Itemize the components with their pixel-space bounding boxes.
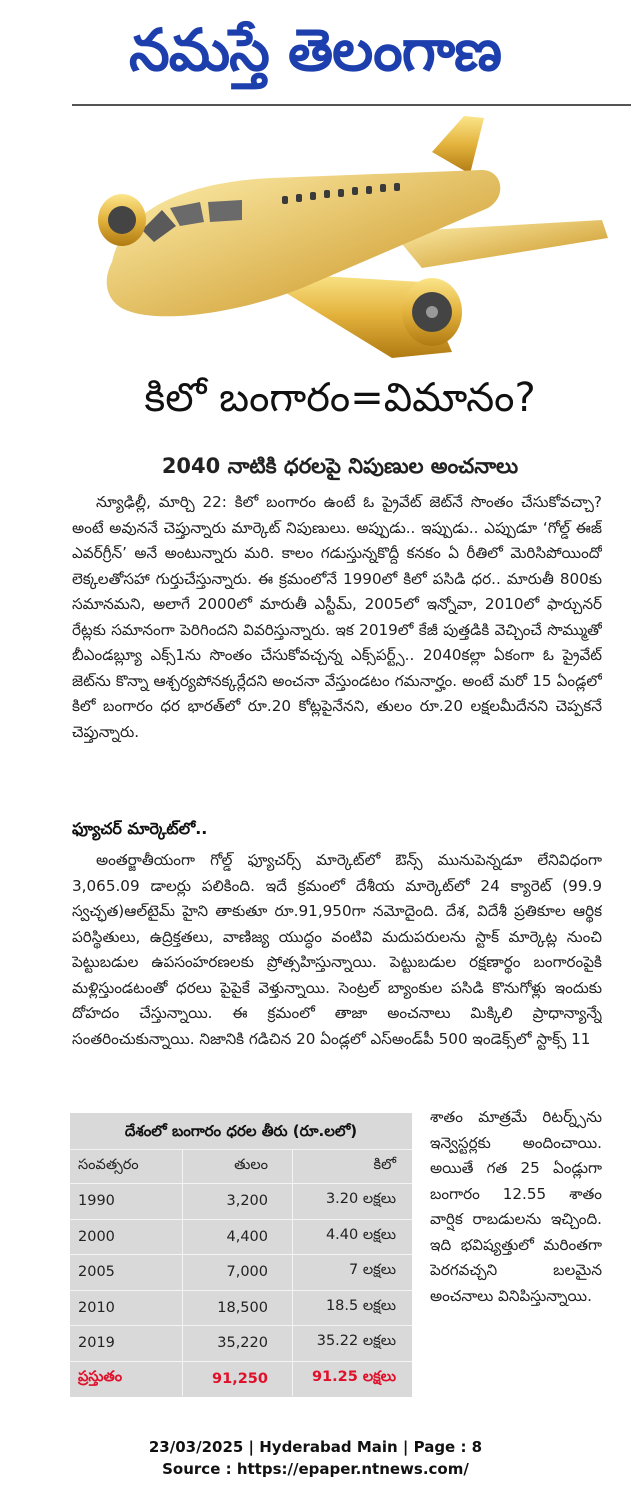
headline: కిలో బంగారం=విమానం? [144,375,536,421]
cell-year: 2010 [78,1299,115,1316]
cell-year: 2005 [78,1264,115,1281]
cell-kilo: 18.5 లక్షలు [292,1291,412,1326]
cell-year: 1990 [78,1193,115,1210]
table-row [70,1219,412,1255]
cell-tola: 35,220 [182,1326,292,1361]
header-kilo: కిలో [292,1150,412,1183]
cell-year: 2000 [78,1228,115,1245]
table-row [70,1325,412,1361]
cell-tola: 7,000 [182,1255,292,1290]
cell-year: 2019 [78,1335,115,1352]
article-paragraph-3: శాతం మాత్రమే రిటర్న్స్‌ను ఇన్వెస్టర్లకు అందించాయి. అయితే గత 25 ఏండ్లుగా బంగారం 12.55 శాతం వార్షిక రాబడులను ఇచ్చింది. ఇది భవిష్యత్తులో మరింతగా పెరగవచ్చని బలమైన అంచనాలు వినిపిస్తున్నాయి. [430,1108,602,1305]
table-row [70,1183,412,1219]
cell-kilo: 3.20 లక్షలు [292,1184,412,1219]
cell-kilo: 35.22 లక్షలు [292,1326,412,1361]
footer-date-edition: 23/03/2025 | Hyderabad Main | Page : 8 [148,1438,483,1456]
cell-tola: 91,250 [182,1362,292,1397]
masthead-rule [72,104,631,106]
cell-year: ప్రస్తుతం [78,1368,123,1385]
crosshead: ఫ్యూచర్ మార్కెట్‌లో.. [72,819,208,838]
article-paragraph-2: అంతర్జాతీయంగా గోల్డ్ ఫ్యూచర్స్ మార్కెట్‌లో ఔన్స్ మునుపెన్నడూ లేనివిధంగా 3,065.09 డాలర్లు పలికింది. ఇదే క్రమంలో దేశీయ మార్కెట్‌లో 24 క్యారెట్ (99.9 స్వచ్ఛత)ఆల్‌టైమ్ హైని తాకుతూ రూ.91,950గా నమోదైంది. దేశ, విదేశీ ప్రతికూల ఆర్థిక పరిస్థితులు, ఉద్రిక్తతలు, వాణిజ్య యుద్ధం వంటివి మదుపరులను స్టాక్ మార్కెట్ల నుంచి పెట్టుబడుల ఉపసంహరణలకు ప్రోత్సహిస్తున్నాయి. పెట్టుబడుల రక్షణార్థం బంగారంపైకి మళ్లిస్తుండటంతో ధరలు పైపైకే వెళ్తున్నాయి. సెంట్రల్ బ్యాంకుల పసిడి కొనుగోళ్లు ఇందుకు దోహదం చేస్తున్నాయి. ఈ క్రమంలో తాజా అంచనాలు మిక్కిలి ప్రాధాన్యాన్నే సంతరించుకున్నాయి. నిజానికి గడిచిన 20 ఏండ్లలో ఎస్అండ్‌పీ 500 ఇండెక్స్‌లో స్టాక్స్ 11 [72,851,602,1048]
table-row [70,1254,412,1290]
header-year: సంవత్సరం [78,1156,139,1173]
cell-tola: 18,500 [182,1291,292,1326]
article-paragraph-1: న్యూఢిల్లీ, మార్చి 22: కిలో బంగారం ఉంటే ఓ ప్రైవేట్ జెట్‌నే సొంతం చేసుకోవచ్చా? అంటే అవుననే చెప్తున్నారు మార్కెట్ నిపుణులు. అప్పుడు.. ఇప్పుడు.. ఎప్పుడూ ‘గోల్డ్ ఈజ్ ఎవర్‌గ్రీన్’ అనే అంటున్నారు మరి. కాలం గడుస్తున్నకొద్దీ కనకం ఏ రీతిలో మెరిసిపోయిందో లెక్కలతోసహా గుర్తుచేస్తున్నారు. ఈ క్రమంలోనే 1990లో కిలో పసిడి ధర.. మారుతీ 800కు సమానమని, అలాగే 2000లో మారుతీ ఎస్టీమ్, 2005లో ఇన్నోవా, 2010లో ఫార్చునర్ రేట్లకు సమానంగా పెరిగిందని వివరిస్తున్నారు. ఇక 2019లో కేజీ పుత్తడికి వెచ్చించే సొమ్ముతో బీఎండబ్ల్యూ ఎక్స్1ను సొంతం చేసుకోవచ్చన్న ఎక్స్‌పర్ట్స్.. 2040కల్లా ఏకంగా ఓ ప్రైవేట్ జెట్‌ను కొన్నా ఆశ్చర్యపోనక్కర్లేదని అంచనా వేస్తుండటం గమనార్హం. అంటే మరో 15 ఏండ్లలో కిలో బంగారం ధర భారత్‌లో రూ.20 కోట్లపైనేనని, తులం రూ.20 లక్షలమీదేనని చెప్పకనే చెప్తున్నారు. [72,493,602,741]
footer [0,1436,631,1480]
cell-tola: 3,200 [182,1184,292,1219]
cell-kilo: 7 లక్షలు [292,1255,412,1290]
table-title: దేశంలో బంగారం ధరల తీరు (రూ.లలో) [124,1122,358,1140]
cell-tola: 4,400 [182,1220,292,1255]
golden-airplane-image [92,112,614,362]
footer-source: Source : https://epaper.ntnews.com/ [162,1460,469,1478]
gold-price-table [70,1113,412,1397]
cell-kilo: 91.25 లక్షలు [292,1362,412,1397]
table-header-row [70,1149,412,1183]
cell-kilo: 4.40 లక్షలు [292,1220,412,1255]
table-row-current [70,1361,412,1397]
subheadline: 2040 నాటికి ధరలపై నిపుణుల అంచనాలు [161,454,519,478]
masthead-logo: నమస్తే తెలంగాణ [129,16,501,84]
table-row [70,1290,412,1326]
header-tola: తులం [182,1150,292,1183]
